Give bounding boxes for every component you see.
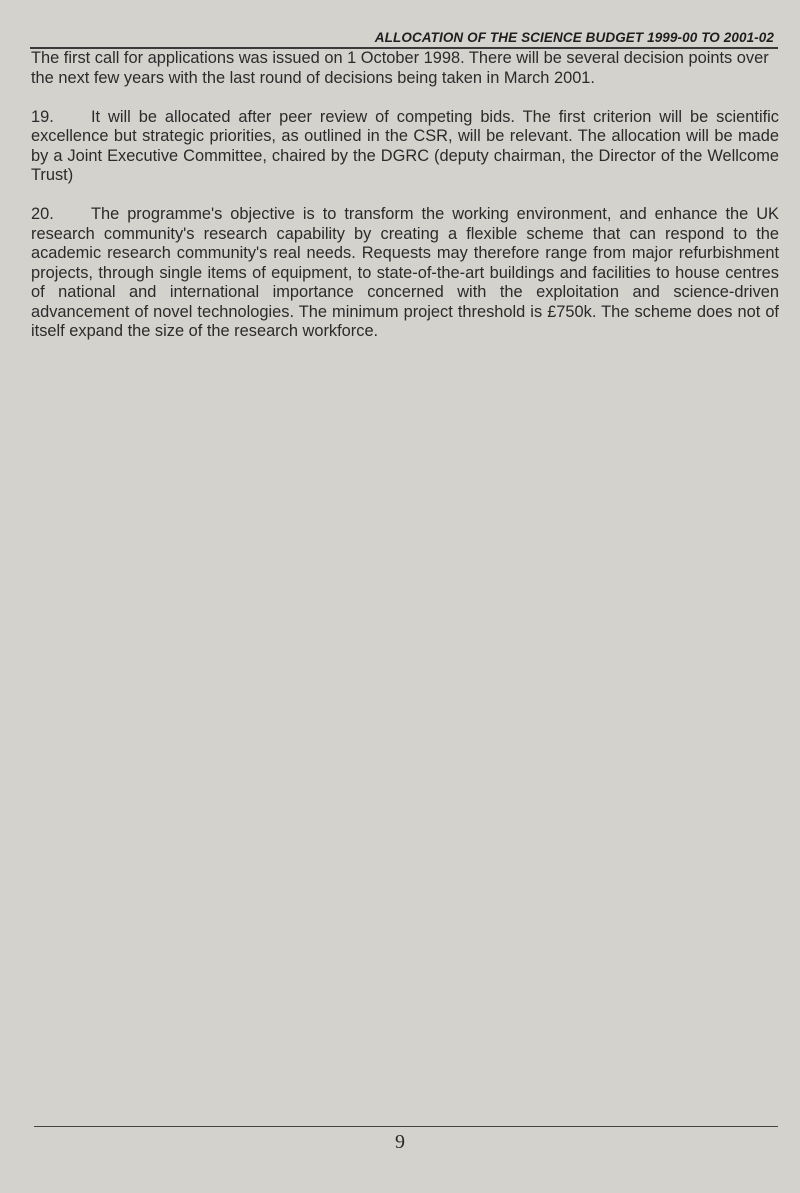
paragraph-text: It will be allocated after peer review of competing bids. The first criterion will be scientific excellence but strategic priorities, as outlined in the CSR, will be relevant. The allocation will be made by a Joint Executive Committee, chaired by the DGRC (deputy chairman, the Director of the Wellcome Trust) bbox=[31, 107, 779, 184]
paragraph-number: 20. bbox=[31, 205, 54, 223]
paragraph-number: 19. bbox=[31, 107, 54, 126]
page-number: 9 bbox=[395, 1131, 405, 1153]
footer-rule bbox=[34, 1126, 778, 1127]
paragraph-text: The first call for applications was issued on 1 October 1998. There will be several decision points over the next few years with the last round of decisions being taken in March 2001. bbox=[31, 49, 769, 87]
paragraph-text: The programme's objective is to transform the working environment, and enhance the UK research community's research capability by creating a flexible scheme that can respond to the academic research community's real needs. Requests may therefore range from major refurbishment projects, through single items of equipment, to state-of-the-art buildings and facilities to house centres of national and international importance concerned with the exploitation and science-driven advancement of novel technologies. The minimum project threshold is £750k. The scheme does not of itself expand the size of the research workforce. bbox=[31, 205, 779, 340]
paragraph-19 bbox=[31, 108, 779, 186]
running-header: ALLOCATION OF THE SCIENCE BUDGET 1999-00 TO 2001-02 bbox=[374, 30, 774, 45]
paragraph-intro bbox=[31, 49, 779, 88]
paragraph-20 bbox=[31, 205, 779, 342]
document-body bbox=[31, 49, 779, 361]
